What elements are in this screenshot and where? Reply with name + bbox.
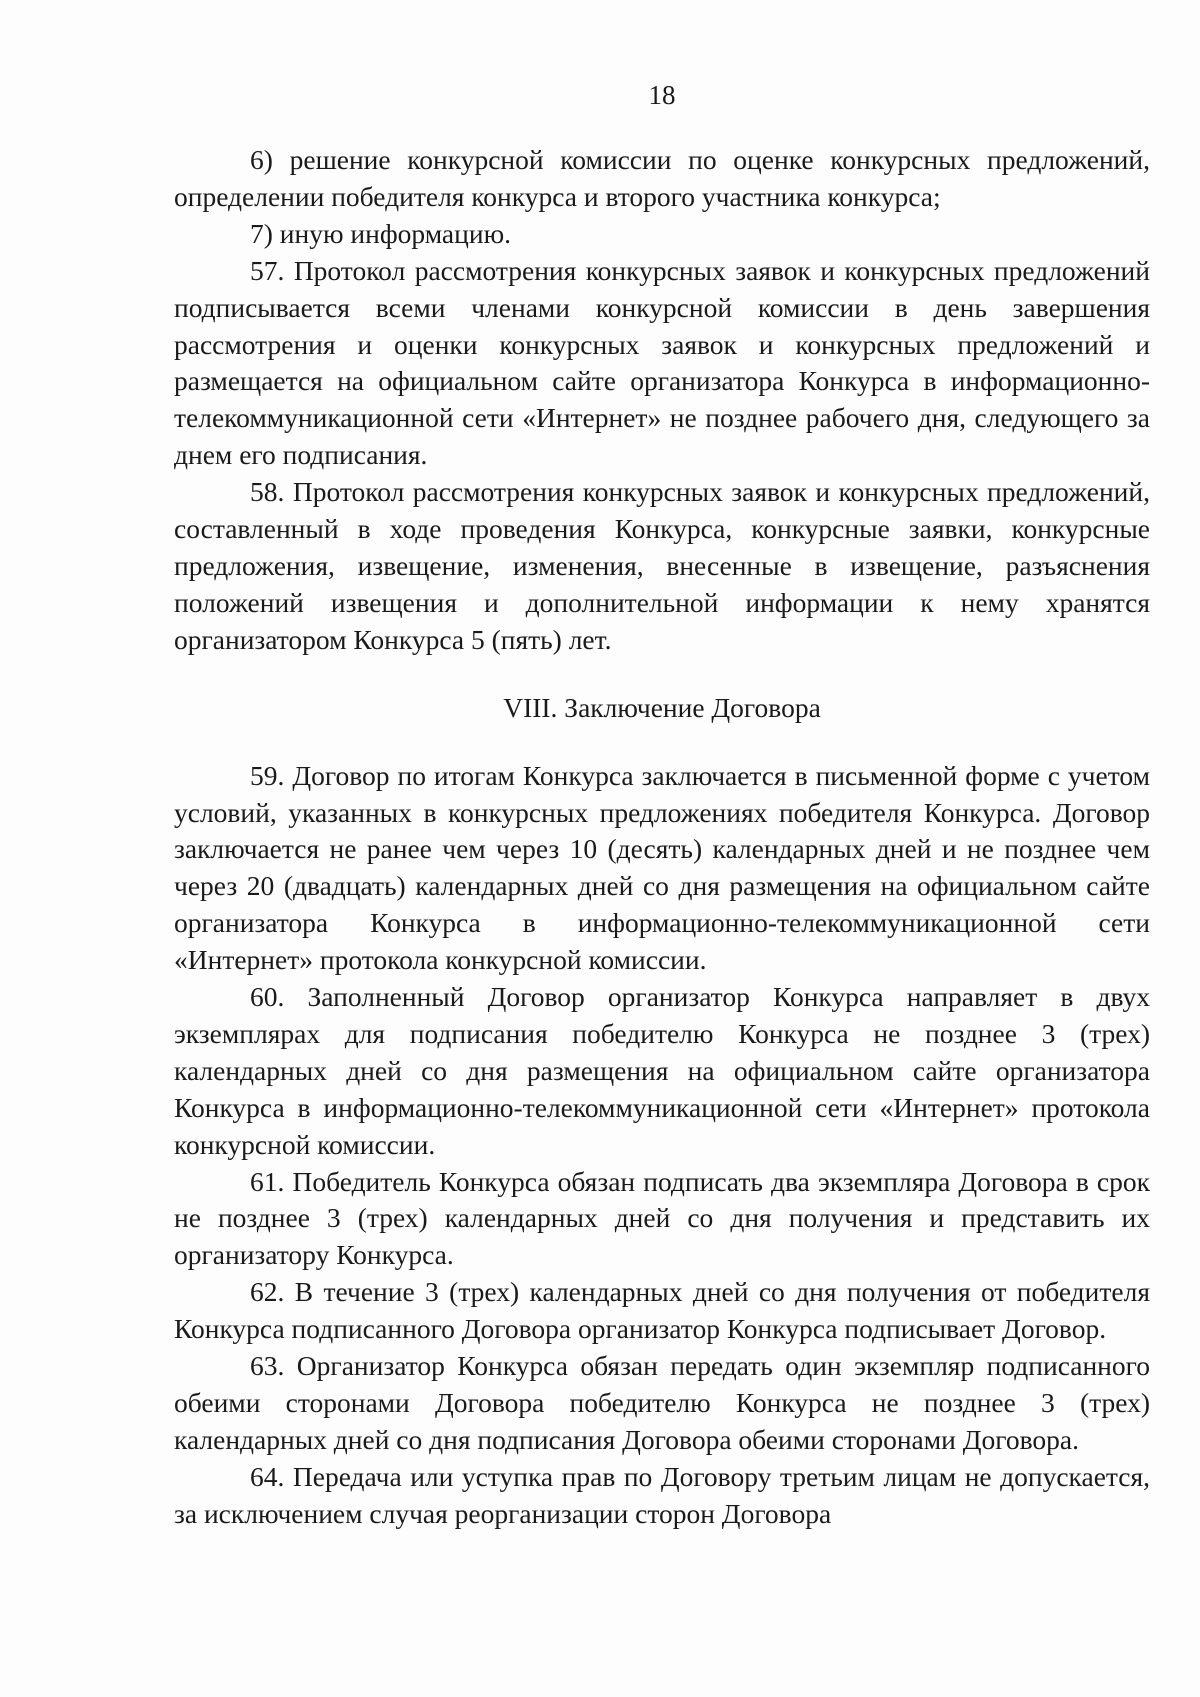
document-body <box>174 142 1150 1533</box>
paragraph-57: 57. Протокол рассмотрения конкурсных заявок и конкурсных предложений подписывается всеми членами конкурсной комиссии в день завершения рассмотрения и оценки конкурсных заявок и конкурсных предложений и размещается на официальном сайте организатора Конкурса в информационно-телекоммуникационной сети «Интернет» не позднее рабочего дня, следующего за днем его подписания. <box>174 254 1150 471</box>
section-heading: VIII. Заключение Договора <box>503 691 821 723</box>
paragraph-63: 63. Организатор Конкурса обязан передать один экземпляр подписанного обеими сторонами Договора победителю Конкурса не позднее 3 (трех) календарных дней со дня подписания Договора обеими сторонами Договора. <box>174 1350 1150 1455</box>
paragraph-60: 60. Заполненный Договор организатор Конкурса направляет в двух экземплярах для подписания победителю Конкурса не позднее 3 (трех) календарных дней со дня размещения на официальном сайте организатора Конкурса в информационно-телекоммуникационной сети «Интернет» протокола конкурсной комиссии. <box>174 981 1150 1160</box>
paragraph-61: 61. Победитель Конкурса обязан подписать два экземпляра Договора в срок не позднее 3 (трех) календарных дней со дня получения и представить их организатору Конкурса. <box>174 1165 1150 1271</box>
paragraph-58: 58. Протокол рассмотрения конкурсных заявок и конкурсных предложений, составленный в ходе проведения Конкурса, конкурсные заявки, конкурсные предложения, извещение, изменения, внесенные в извещение, разъяснения положений извещения и дополнительной информации к нему хранятся организатором Конкурса 5 (пять) лет. <box>174 476 1150 655</box>
paragraph-62: 62. В течение 3 (трех) календарных дней со дня получения от победителя Конкурса подписанного Договора организатор Конкурса подписывает Договор. <box>174 1276 1150 1345</box>
paragraph-item-6: 6) решение конкурсной комиссии по оценке конкурсных предложений, определении победителя конкурса и второго участника конкурса; <box>174 144 1150 212</box>
paragraph-item-7: 7) иную информацию. <box>250 217 511 249</box>
paragraph-59: 59. Договор по итогам Конкурса заключается в письменной форме с учетом условий, указанных в конкурсных предложениях победителя Конкурса. Договор заключается не ранее чем через 10 (десять) календарных дней и не позднее чем через 20 (двадцать) календарных дней со дня размещения на официальном сайте организатора Конкурса в информационно-телекоммуникационной сети «Интернет» протокола конкурсной комиссии. <box>174 759 1150 976</box>
paragraph-64: 64. Передача или уступка прав по Договору третьим лицам не допускается, за исключением случая реорганизации сторон Договора <box>174 1460 1150 1529</box>
page-number: 18 <box>648 80 676 110</box>
